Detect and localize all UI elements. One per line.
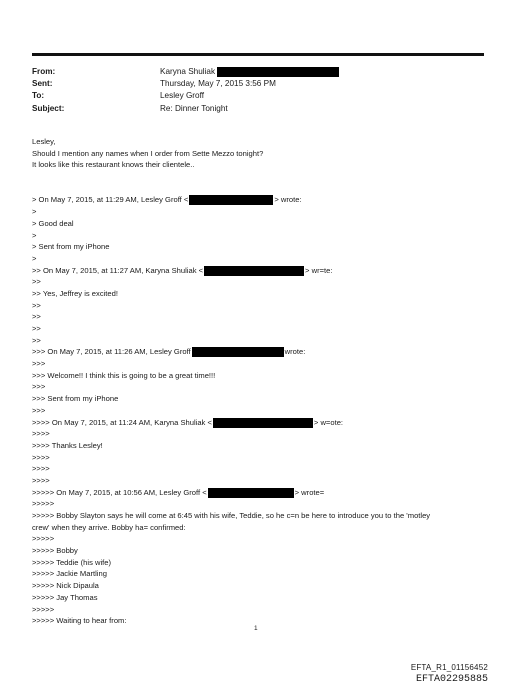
- email-line: [32, 194, 430, 206]
- email-line: [32, 522, 430, 534]
- sent-row: [32, 78, 339, 90]
- redaction-box: [213, 418, 313, 428]
- email-line: [32, 370, 430, 382]
- line-text: >>>>> Bobby Slayton says he will come at 6:45 with his wife, Teddie, so he c=n be here to introduce you to the 'motley: [32, 511, 431, 520]
- email-line: [32, 253, 430, 265]
- to-value: Lesley Groff: [160, 91, 204, 101]
- email-line: [32, 615, 430, 627]
- sent-label: Sent:: [32, 79, 53, 89]
- email-line: [32, 276, 430, 288]
- email-line: [32, 218, 430, 230]
- line-text: >> On May 7, 2015, at 11:27 AM, Karyna Shuliak <: [32, 265, 204, 275]
- subject-row: [32, 103, 339, 115]
- email-line: [32, 510, 430, 522]
- line-text: >>: [32, 277, 41, 287]
- email-line: [32, 592, 430, 604]
- line-text: >>: [32, 324, 41, 333]
- email-line: [32, 288, 430, 300]
- line-text-after: > wr=te:: [305, 265, 333, 275]
- email-line: [32, 311, 430, 323]
- line-text: >>>>> Nick Dipaula: [32, 581, 99, 591]
- line-text: >> Yes, Jeffrey is excited!: [32, 288, 118, 298]
- line-text: > Sent from my iPhone: [32, 242, 110, 252]
- email-line: [32, 580, 430, 592]
- email-line: [32, 230, 430, 242]
- line-text: >>>>> Waiting to hear from:: [32, 616, 127, 626]
- line-text: >>>>> Bobby: [32, 546, 78, 556]
- sent-value: Thursday, May 7, 2015 3:56 PM: [160, 79, 276, 89]
- line-text: >>>>: [32, 464, 50, 474]
- line-text: >: [32, 230, 37, 240]
- email-line: [32, 358, 430, 370]
- to-label: To:: [32, 91, 45, 101]
- line-text: >>> On May 7, 2015, at 11:26 AM, Lesley Groff: [32, 347, 191, 357]
- email-line: [32, 487, 430, 499]
- email-line: [32, 568, 430, 580]
- footer-id-1: EFTA_R1_01156452: [410, 663, 488, 672]
- email-line: [32, 159, 430, 171]
- email-line: [32, 417, 430, 429]
- line-text-after: > wrote:: [274, 195, 302, 205]
- email-line: [32, 136, 430, 148]
- from-value: Karyna Shuliak: [160, 66, 339, 78]
- email-line: [32, 452, 430, 464]
- line-text: >: [32, 207, 37, 217]
- redaction-box: [217, 67, 339, 77]
- email-header: [32, 66, 339, 115]
- email-line: [32, 533, 430, 545]
- line-text: >>>>: [32, 452, 50, 462]
- email-line: [32, 440, 430, 452]
- line-text: >: [32, 253, 37, 263]
- redaction-box: [192, 347, 284, 357]
- line-text-after: wrote:: [284, 347, 306, 357]
- email-line: [32, 265, 430, 277]
- email-line: [32, 300, 430, 312]
- email-line: [32, 323, 430, 335]
- email-line: [32, 463, 430, 475]
- line-text-after: > w=ote:: [313, 417, 344, 427]
- line-text: It looks like this restaurant knows their clientele..: [32, 160, 195, 170]
- line-text: >>>>> Jackie Martling: [32, 569, 107, 579]
- from-row: [32, 66, 339, 78]
- subject-label: Subject:: [32, 103, 65, 113]
- line-text: >>>>>: [32, 499, 55, 509]
- email-line: [32, 545, 430, 557]
- email-line: [32, 604, 430, 616]
- line-text: >>: [32, 312, 41, 322]
- line-text: > On May 7, 2015, at 11:29 AM, Lesley Groff <: [32, 195, 189, 205]
- header-rule: [32, 53, 484, 56]
- email-line: [32, 241, 430, 253]
- email-line: [32, 183, 430, 195]
- email-line: [32, 335, 430, 347]
- email-line: [32, 346, 430, 358]
- email-line: [32, 393, 430, 405]
- line-text: crew' when they arrive. Bobby ha= confirmed:: [32, 522, 186, 532]
- line-text: Lesley,: [32, 137, 56, 146]
- redaction-box: [208, 488, 294, 498]
- to-row: [32, 90, 339, 102]
- email-line: [32, 428, 430, 440]
- email-line: [32, 206, 430, 218]
- line-text: >>> Sent from my iPhone: [32, 394, 119, 404]
- line-text: >>>>>: [32, 534, 55, 544]
- email-line: [32, 381, 430, 393]
- line-text-after: > wrote=: [294, 487, 325, 497]
- line-text: >>>: [32, 405, 46, 415]
- page-number: 1: [254, 625, 258, 632]
- email-line: [32, 405, 430, 417]
- email-line: [32, 171, 430, 183]
- line-text: >>>: [32, 382, 46, 392]
- line-text: >>: [32, 335, 41, 345]
- line-text: >>>>> On May 7, 2015, at 10:56 AM, Lesley Groff <: [32, 487, 207, 497]
- line-text: > Good deal: [32, 218, 74, 228]
- line-text: >>>>> Teddie (his wife): [32, 557, 112, 567]
- from-label: From:: [32, 67, 56, 76]
- line-text: >>>>: [32, 475, 50, 485]
- email-line: [32, 148, 430, 160]
- line-text: >>: [32, 300, 41, 310]
- email-body: [32, 136, 430, 627]
- line-text: >>>: [32, 359, 46, 369]
- line-text: >>>> Thanks Lesley!: [32, 440, 103, 450]
- line-text: >>>> On May 7, 2015, at 11:24 AM, Karyna Shuliak <: [32, 417, 212, 427]
- footer-id-2: EFTA02295885: [415, 674, 488, 685]
- line-text: >>> Welcome!! I think this is going to be a great time!!!: [32, 370, 216, 380]
- email-line: [32, 498, 430, 510]
- line-text: >>>>: [32, 429, 50, 439]
- line-text: Should I mention any names when I order from Sette Mezzo tonight?: [32, 148, 264, 158]
- subject-value: Re: Dinner Tonight: [160, 103, 228, 113]
- email-line: [32, 557, 430, 569]
- line-text: >>>>>: [32, 604, 55, 614]
- redaction-box: [204, 266, 304, 276]
- line-text: >>>>> Jay Thomas: [32, 592, 98, 602]
- redaction-box: [189, 195, 273, 205]
- email-line: [32, 475, 430, 487]
